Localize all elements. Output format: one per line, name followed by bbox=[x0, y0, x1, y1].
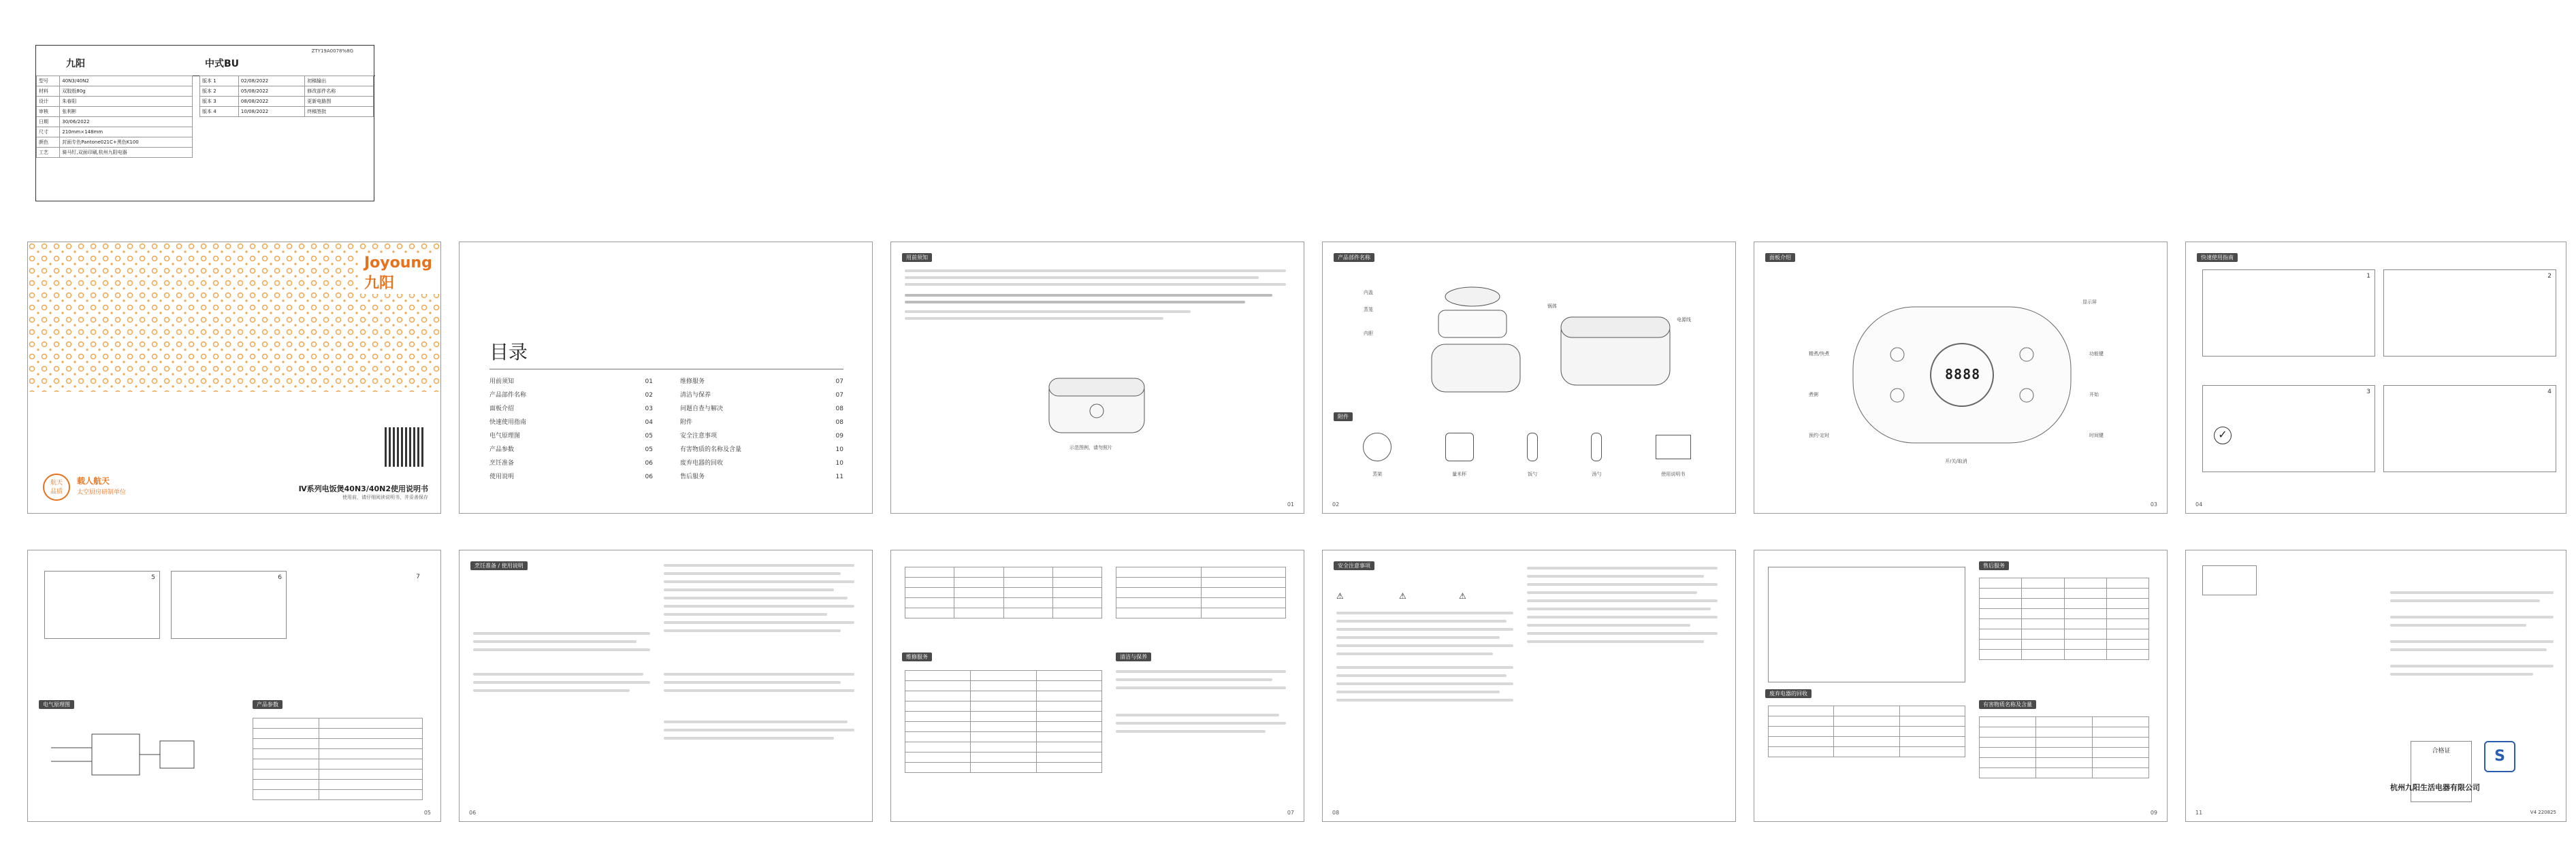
safety-page: 安全注意事项 ⚠ ⚠ ⚠ 08 bbox=[1322, 550, 1736, 822]
cooker-exploded-illustration bbox=[1336, 269, 1718, 406]
version-table bbox=[199, 76, 374, 117]
stamp-box bbox=[2202, 565, 2257, 595]
accessory-item: 使用说明书 bbox=[1656, 433, 1691, 478]
panel-label: 煮粥 bbox=[1809, 392, 1818, 397]
toc-page bbox=[459, 242, 873, 514]
menu-table bbox=[905, 567, 1102, 618]
panel-label: 功能键 bbox=[2089, 351, 2104, 357]
part-label: 锅体 bbox=[1547, 303, 1557, 309]
spec-row: 审核 张利彬 bbox=[37, 107, 193, 117]
usage-page: 烹饪准备 / 使用说明 06 bbox=[459, 550, 873, 822]
spec-row: 型号 40N3/40N2 bbox=[37, 76, 193, 86]
toc-item: 烹饪准备 06 bbox=[489, 460, 653, 467]
hazard-page: 售后服务 废弃电器的回收 有害物质名称及含量 09 bbox=[1754, 550, 2168, 822]
intro-page: 用前须知 示范图例，请勿照片 01 bbox=[890, 242, 1304, 514]
spec-brand: 九阳 bbox=[66, 59, 85, 69]
toc-item: 产品部件名称 02 bbox=[489, 392, 653, 399]
qr-code bbox=[385, 427, 424, 467]
accessory-item: 饭勺 bbox=[1527, 433, 1538, 478]
recycle-table bbox=[1768, 706, 1965, 757]
section-tag: 电气原理图 bbox=[39, 700, 74, 709]
panel-label: 开始 bbox=[2089, 392, 2099, 397]
certificate-box bbox=[2411, 741, 2472, 802]
intro-caption: 示范图例，请勿照片 bbox=[1069, 445, 1112, 450]
spec-row: 日期 30/06/2022 bbox=[37, 117, 193, 127]
part-label: 电源线 bbox=[1677, 317, 1691, 323]
section-tag: 维修服务 bbox=[902, 652, 932, 661]
spec-table bbox=[36, 76, 193, 158]
cover-subtitle: 使用前，请仔细阅读说明书，并妥善保存 bbox=[342, 495, 428, 500]
part-label: 内胆 bbox=[1364, 331, 1373, 336]
toc-item: 快速使用指南 04 bbox=[489, 419, 653, 426]
warning-icon: ⚠ bbox=[1399, 591, 1406, 601]
certificate-title: 合格证 bbox=[2432, 748, 2451, 755]
panel-label: 精煮/快煮 bbox=[1809, 351, 1830, 357]
toc-item: 清洁与保养 07 bbox=[680, 392, 843, 399]
step-box: 5 bbox=[44, 571, 160, 639]
toc-right bbox=[680, 378, 843, 487]
panel-label: 显示屏 bbox=[2082, 299, 2097, 305]
hazard-table bbox=[1979, 578, 2149, 660]
steps-params-page: 5 6 7 电气原理图 产品参数 05 bbox=[27, 550, 441, 822]
step-box: 3 ✓ bbox=[2202, 385, 2375, 472]
aerospace-badge: 航天 品质 bbox=[43, 474, 70, 501]
toc-title: 目录 bbox=[489, 341, 528, 363]
version-row: 版本 3 08/08/2022 更新电路图 bbox=[200, 97, 374, 107]
panel-label: 预约·定时 bbox=[1809, 433, 1830, 438]
panel-label: 开/关/取消 bbox=[1945, 459, 1967, 464]
toc-left bbox=[489, 378, 653, 487]
company-name: 杭州九阳生活电器有限公司 bbox=[2390, 783, 2480, 792]
version-row: 版本 2 05/08/2022 修改部件名称 bbox=[200, 86, 374, 97]
section-tag: 废弃电器的回收 bbox=[1765, 689, 1812, 698]
service-outlet-table bbox=[1979, 716, 2149, 778]
accessory-item: 蒸架 bbox=[1363, 433, 1391, 478]
section-tag: 清洁与保养 bbox=[1116, 652, 1151, 661]
warning-icon: ⚠ bbox=[1459, 591, 1466, 601]
step-box: 6 bbox=[171, 571, 287, 639]
toc-item: 附件 08 bbox=[680, 419, 843, 426]
brand-logo: Joyoung 九阳 bbox=[360, 253, 440, 294]
step-box: 7 bbox=[416, 574, 420, 580]
slogan-1: 载人航天 bbox=[77, 476, 110, 486]
toc-item: 废弃电器的回收 10 bbox=[680, 460, 843, 467]
back-cover-page: 合格证 S 杭州九阳生活电器有限公司 V4 220825 11 bbox=[2185, 550, 2566, 822]
warning-icon: ⚠ bbox=[1336, 591, 1344, 601]
part-label: 蒸笼 bbox=[1364, 307, 1373, 312]
toc-item: 安全注意事项 09 bbox=[680, 433, 843, 440]
accessory-row bbox=[1336, 433, 1718, 478]
toc-item: 维修服务 07 bbox=[680, 378, 843, 385]
panel-page: 面板介绍 8888 精煮/快煮 煮粥 预约·定时 功能键 开始 时间键 显示屏 开/关/取消 03 bbox=[1754, 242, 2168, 514]
toc-item: 售后服务 11 bbox=[680, 474, 843, 480]
version-code: V4 220825 bbox=[2530, 810, 2556, 815]
section-tag: 安全注意事项 bbox=[1334, 561, 1374, 570]
section-tag: 用前须知 bbox=[902, 253, 932, 262]
toc-item: 电气原理图 05 bbox=[489, 433, 653, 440]
version-row: 版本 4 10/08/2022 终稿签批 bbox=[200, 107, 374, 117]
section-tag: 有害物质名称及含量 bbox=[1979, 700, 2036, 709]
spec-row: 尺寸 210mm×148mm bbox=[37, 127, 193, 137]
cooker-illustration bbox=[1042, 358, 1151, 440]
spec-row: 设计 朱春阳 bbox=[37, 97, 193, 107]
spec-sheet bbox=[35, 45, 374, 201]
toc-item: 有害物质的名称及含量 10 bbox=[680, 446, 843, 453]
cover-back-page bbox=[27, 242, 441, 514]
step-box: 1 bbox=[2202, 269, 2375, 357]
panel-label: 时间键 bbox=[2089, 433, 2104, 438]
section-tag: 附件 bbox=[1334, 412, 1353, 421]
service-table bbox=[905, 670, 1102, 773]
section-tag: 产品部件名称 bbox=[1334, 253, 1374, 262]
toc-item: 问题自查与解决 08 bbox=[680, 406, 843, 412]
service-page: 维修服务 清洁与保养 07 bbox=[890, 550, 1304, 822]
toc-item: 用前须知 01 bbox=[489, 378, 653, 385]
section-tag: 产品参数 bbox=[253, 700, 283, 709]
circuit-diagram bbox=[44, 721, 214, 802]
section-tag: 快速使用指南 bbox=[2197, 253, 2238, 262]
spec-row: 工艺 骑马钉,双面印刷,杭州九阳电器 bbox=[37, 148, 193, 158]
part-label: 内盖 bbox=[1364, 290, 1373, 295]
parts-page: 产品部件名称 内盖 蒸笼 内胆 锅体 电源线 附件 蒸架 量米杯 饭勺 汤勺 使用说明书 02 bbox=[1322, 242, 1736, 514]
spec-row: 材料 双胶纸80g bbox=[37, 86, 193, 97]
version-row: 版本 1 02/08/2022 初稿输出 bbox=[200, 76, 374, 86]
step-box: 4 bbox=[2383, 385, 2556, 472]
section-tag: 面板介绍 bbox=[1765, 253, 1795, 262]
accessory-item: 汤勺 bbox=[1591, 433, 1602, 478]
quality-mark-icon: S bbox=[2484, 741, 2515, 772]
spec-code: ZTY19A0078%8G bbox=[311, 48, 353, 54]
quick-guide-page: 快速使用指南 1 2 3 ✓ 4 04 bbox=[2185, 242, 2566, 514]
troubleshoot-table bbox=[1116, 567, 1286, 618]
section-tag: 售后服务 bbox=[1979, 561, 2009, 570]
spec-division: 中式BU bbox=[205, 59, 240, 69]
step-box: 2 bbox=[2383, 269, 2556, 357]
slogan-2: 太空厨房研制单位 bbox=[77, 489, 127, 496]
section-tag: 烹饪准备 / 使用说明 bbox=[470, 561, 528, 570]
params-table bbox=[253, 718, 423, 800]
notice-box bbox=[1768, 567, 1965, 682]
spec-row: 颜色 封面专色Pantone021C+黑色K100 bbox=[37, 137, 193, 148]
accessory-item: 量米杯 bbox=[1445, 433, 1474, 478]
toc-item: 产品参数 05 bbox=[489, 446, 653, 453]
cover-title: Ⅳ系列电饭煲40N3/40N2使用说明书 bbox=[298, 484, 428, 493]
toc-item: 面板介绍 03 bbox=[489, 406, 653, 412]
toc-item: 使用说明 06 bbox=[489, 474, 653, 480]
panel-display: 8888 bbox=[1945, 366, 1981, 382]
